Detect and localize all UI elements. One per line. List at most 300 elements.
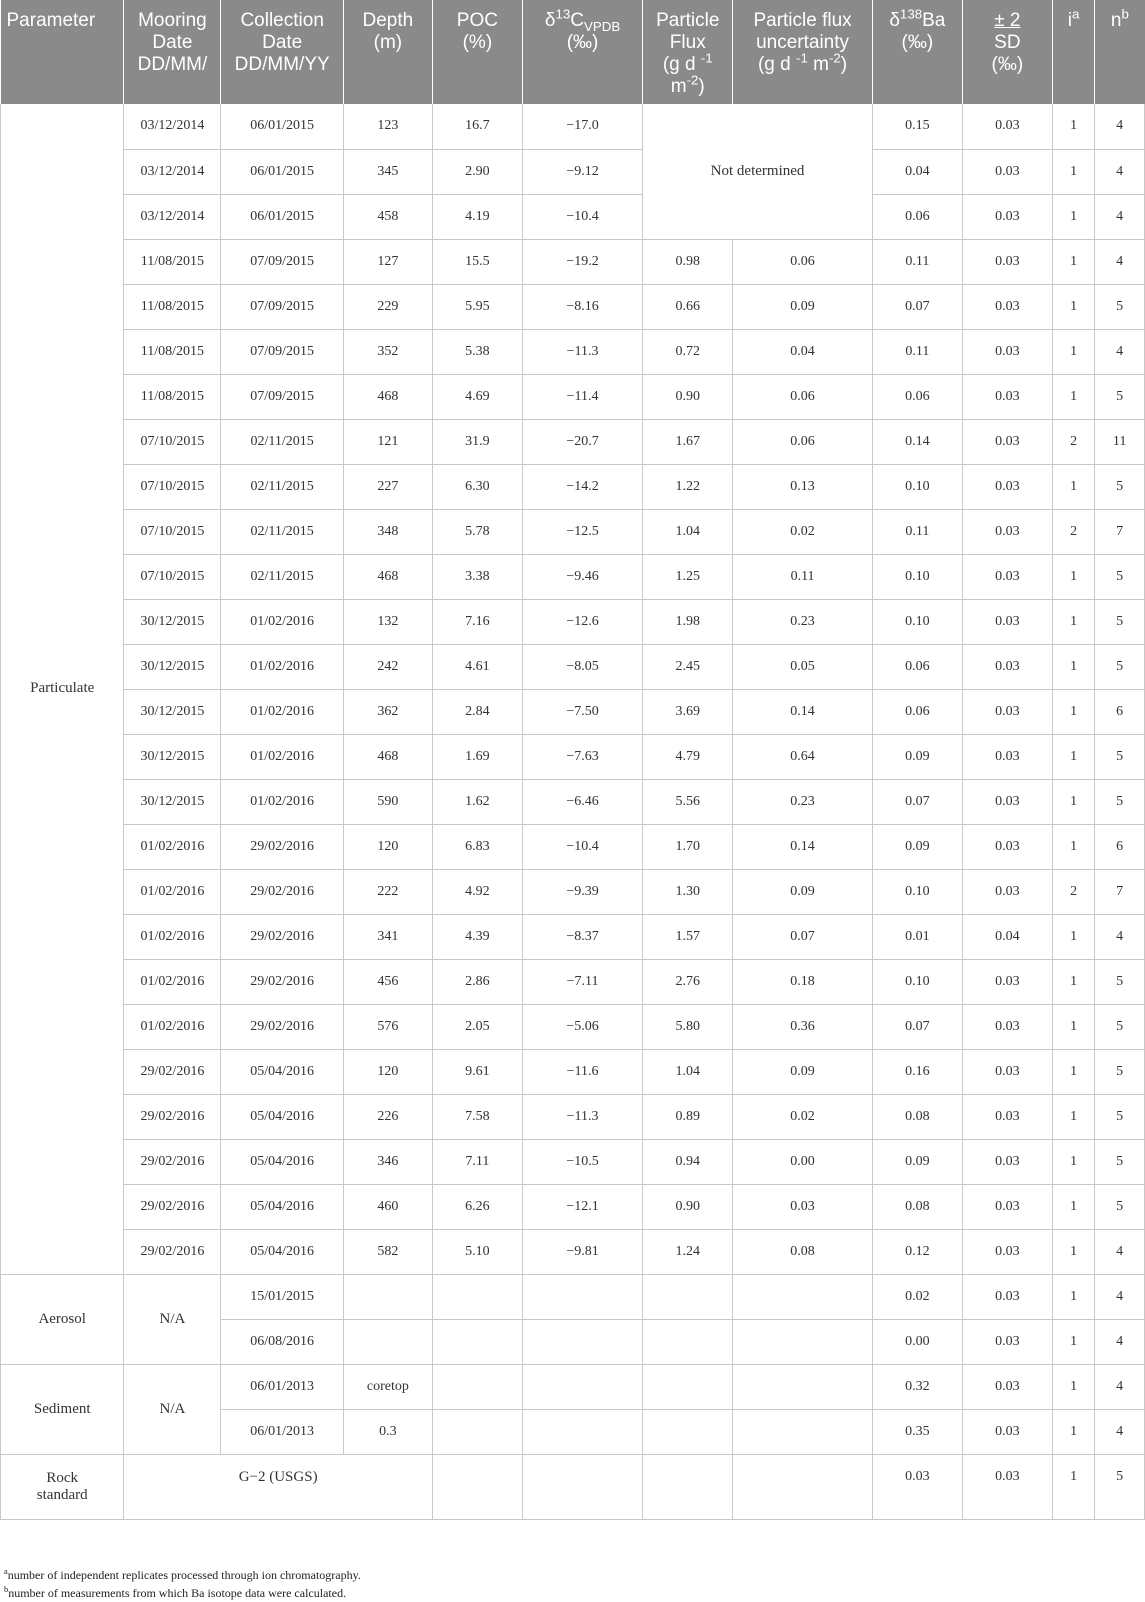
cell-depth: 582 <box>343 1229 432 1274</box>
cell-2sd: 0.03 <box>962 149 1052 194</box>
header-collection-line-1: Collection <box>240 10 324 31</box>
cell-2sd: 0.03 <box>962 419 1052 464</box>
cell-i: 1 <box>1052 914 1094 959</box>
cell-particle-flux: 0.94 <box>643 1139 733 1184</box>
cell-2sd: 0.04 <box>962 914 1052 959</box>
cell-d138ba: 0.08 <box>872 1094 962 1139</box>
cell-poc: 7.11 <box>432 1139 522 1184</box>
cell-rock-id: G−2 (USGS) <box>124 1454 432 1519</box>
cell-collection-date: 05/04/2016 <box>221 1094 343 1139</box>
cell-i: 1 <box>1052 284 1094 329</box>
header-flux-unit-sup2: -2 <box>686 72 699 88</box>
cell-mooring-date: 29/02/2016 <box>124 1184 221 1229</box>
cell-depth: 132 <box>343 599 432 644</box>
cell-i: 1 <box>1052 599 1094 644</box>
cell-2sd: 0.03 <box>962 734 1052 779</box>
cell-depth: 222 <box>343 869 432 914</box>
header-d13c-main: C <box>570 10 585 31</box>
header-uncert-line-1: Particle flux <box>753 10 852 31</box>
cell-depth: 576 <box>343 1004 432 1049</box>
cell-d13c <box>522 1364 642 1409</box>
cell-flux-uncertainty: 0.02 <box>733 509 873 554</box>
header-flux-unit-sup1: -1 <box>700 50 713 66</box>
cell-mooring-date: 01/02/2016 <box>124 1004 221 1049</box>
cell-2sd: 0.03 <box>962 959 1052 1004</box>
cell-d13c: −11.6 <box>522 1049 642 1094</box>
header-flux-unit-b: m <box>670 76 687 97</box>
cell-flux-uncertainty: 0.23 <box>733 599 873 644</box>
cell-collection-date: 07/09/2015 <box>221 329 343 374</box>
cell-2sd: 0.03 <box>962 1184 1052 1229</box>
table-row <box>1 644 1145 689</box>
cell-i: 1 <box>1052 644 1094 689</box>
table-row <box>1 1139 1145 1184</box>
cell-d138ba: 0.04 <box>872 149 962 194</box>
cell-poc: 4.19 <box>432 194 522 239</box>
cell-d138ba: 0.10 <box>872 599 962 644</box>
table-row <box>1 1094 1145 1139</box>
header-uncert-unit-c: ) <box>840 54 848 75</box>
cell-d138ba: 0.10 <box>872 554 962 599</box>
header-flux-line-1: Particle <box>656 10 720 31</box>
cell-mooring-date: 07/10/2015 <box>124 509 221 554</box>
cell-2sd: 0.03 <box>962 464 1052 509</box>
header-uncert-unit-sup1: -1 <box>796 50 808 66</box>
cell-d13c: −20.7 <box>522 419 642 464</box>
cell-depth: 120 <box>343 824 432 869</box>
table-row <box>1 824 1145 869</box>
cell-collection-date: 29/02/2016 <box>221 959 343 1004</box>
cell-d13c: −9.46 <box>522 554 642 599</box>
cell-n: 4 <box>1095 194 1145 239</box>
cell-d138ba: 0.15 <box>872 104 962 149</box>
cell-d138ba: 0.11 <box>872 239 962 284</box>
cell-poc: 9.61 <box>432 1049 522 1094</box>
cell-particle-flux: 0.90 <box>643 374 733 419</box>
cell-mooring-date: 03/12/2014 <box>124 104 221 149</box>
cell-d138ba: 0.09 <box>872 734 962 779</box>
cell-d13c: −7.50 <box>522 689 642 734</box>
cell-2sd: 0.03 <box>962 1319 1052 1364</box>
cell-particle-flux <box>643 1319 733 1364</box>
cell-collection-date: 01/02/2016 <box>221 734 343 779</box>
cell-d138ba: 0.07 <box>872 779 962 824</box>
cell-i: 1 <box>1052 554 1094 599</box>
table-row <box>1 554 1145 599</box>
cell-mooring-date: 01/02/2016 <box>124 914 221 959</box>
cell-particle-flux: 4.79 <box>643 734 733 779</box>
footnote-b <box>4 1584 361 1602</box>
cell-depth: 460 <box>343 1184 432 1229</box>
cell-n: 5 <box>1095 779 1145 824</box>
cell-d13c <box>522 1274 642 1319</box>
cell-mooring-date: 29/02/2016 <box>124 1094 221 1139</box>
table-row <box>1 959 1145 1004</box>
header-i-main: i <box>1067 10 1073 31</box>
table-row <box>1 914 1145 959</box>
header-uncert-unit-b: m <box>807 54 829 75</box>
cell-collection-date: 05/04/2016 <box>221 1139 343 1184</box>
table-row <box>1 1274 1145 1319</box>
header-sd-line-3: (‰) <box>991 54 1024 75</box>
cell-d13c: −6.46 <box>522 779 642 824</box>
cell-d138ba: 0.01 <box>872 914 962 959</box>
header-n-sup: b <box>1121 6 1129 22</box>
cell-d13c: −7.63 <box>522 734 642 779</box>
cell-flux-uncertainty: 0.11 <box>733 554 873 599</box>
cell-d138ba: 0.12 <box>872 1229 962 1274</box>
cell-2sd: 0.03 <box>962 1049 1052 1094</box>
cell-d13c: −10.4 <box>522 194 642 239</box>
cell-i: 1 <box>1052 194 1094 239</box>
header-d138ba <box>872 0 962 104</box>
footnotes <box>4 1566 361 1602</box>
cell-particle-flux <box>643 1409 733 1454</box>
table-row <box>1 149 1145 194</box>
cell-depth: 121 <box>343 419 432 464</box>
header-flux-unit-line-2 <box>645 72 730 98</box>
cell-2sd: 0.03 <box>962 554 1052 599</box>
cell-d138ba: 0.09 <box>872 824 962 869</box>
cell-n: 5 <box>1095 959 1145 1004</box>
cell-n: 5 <box>1095 1454 1145 1519</box>
cell-particle-flux: 0.98 <box>643 239 733 284</box>
cell-mooring-date: 11/08/2015 <box>124 239 221 284</box>
group-label-particulate: Particulate <box>1 104 124 1274</box>
cell-particle-flux: 1.70 <box>643 824 733 869</box>
cell-mooring-date: 30/12/2015 <box>124 734 221 779</box>
table-row <box>1 239 1145 284</box>
cell-particle-flux: 3.69 <box>643 689 733 734</box>
cell-d138ba: 0.00 <box>872 1319 962 1364</box>
cell-mooring-date: 01/02/2016 <box>124 869 221 914</box>
header-collection-date <box>221 0 343 104</box>
header-i-sup: a <box>1072 6 1080 22</box>
cell-collection-date: 05/04/2016 <box>221 1049 343 1094</box>
cell-d13c: −14.2 <box>522 464 642 509</box>
cell-n: 5 <box>1095 734 1145 779</box>
cell-flux-uncertainty: 0.13 <box>733 464 873 509</box>
cell-n: 4 <box>1095 1229 1145 1274</box>
cell-particle-flux: 5.56 <box>643 779 733 824</box>
cell-n: 5 <box>1095 374 1145 419</box>
table-row <box>1 104 1145 149</box>
cell-2sd: 0.03 <box>962 284 1052 329</box>
cell-poc: 4.92 <box>432 869 522 914</box>
header-mooring-line-3: DD/MM/ <box>137 54 208 75</box>
cell-n: 7 <box>1095 509 1145 554</box>
header-d138ba-main: Ba <box>922 10 946 31</box>
cell-i: 1 <box>1052 239 1094 284</box>
cell-n: 6 <box>1095 824 1145 869</box>
cell-flux-uncertainty: 0.09 <box>733 869 873 914</box>
table-row <box>1 374 1145 419</box>
cell-2sd: 0.03 <box>962 869 1052 914</box>
cell-2sd: 0.03 <box>962 509 1052 554</box>
cell-n: 4 <box>1095 149 1145 194</box>
cell-mooring-date: 07/10/2015 <box>124 419 221 464</box>
footnote-b-mark: b <box>4 1585 9 1594</box>
cell-d138ba: 0.10 <box>872 464 962 509</box>
cell-depth: 345 <box>343 149 432 194</box>
cell-depth: 229 <box>343 284 432 329</box>
header-flux-uncertainty <box>733 0 873 104</box>
header-d138ba-line-1 <box>875 6 960 32</box>
cell-2sd: 0.03 <box>962 1454 1052 1519</box>
cell-flux-uncertainty: 0.03 <box>733 1184 873 1229</box>
cell-2sd: 0.03 <box>962 644 1052 689</box>
cell-particle-flux: 0.90 <box>643 1184 733 1229</box>
cell-collection-date: 29/02/2016 <box>221 869 343 914</box>
cell-mooring-date: 29/02/2016 <box>124 1139 221 1184</box>
cell-mooring-date: 30/12/2015 <box>124 779 221 824</box>
cell-particle-flux: 1.57 <box>643 914 733 959</box>
cell-flux-uncertainty <box>733 1274 873 1319</box>
cell-mooring-na: N/A <box>124 1364 221 1454</box>
cell-n: 4 <box>1095 914 1145 959</box>
cell-depth: 226 <box>343 1094 432 1139</box>
cell-d138ba: 0.16 <box>872 1049 962 1094</box>
header-i-line <box>1055 6 1092 32</box>
header-n-line <box>1097 6 1142 32</box>
cell-2sd: 0.03 <box>962 329 1052 374</box>
cell-2sd: 0.03 <box>962 239 1052 284</box>
cell-d13c: −12.6 <box>522 599 642 644</box>
cell-particle-flux: 2.45 <box>643 644 733 689</box>
cell-d13c: −10.5 <box>522 1139 642 1184</box>
cell-i: 1 <box>1052 374 1094 419</box>
cell-particle-flux <box>643 1364 733 1409</box>
cell-d13c: −10.4 <box>522 824 642 869</box>
cell-depth: 362 <box>343 689 432 734</box>
cell-i: 2 <box>1052 419 1094 464</box>
cell-depth: 348 <box>343 509 432 554</box>
cell-d13c: −19.2 <box>522 239 642 284</box>
cell-depth: 456 <box>343 959 432 1004</box>
cell-i: 1 <box>1052 1274 1094 1319</box>
cell-collection-date: 01/02/2016 <box>221 689 343 734</box>
cell-i: 2 <box>1052 509 1094 554</box>
table-row <box>1 464 1145 509</box>
cell-mooring-date: 01/02/2016 <box>124 959 221 1004</box>
rock-label-line-1: Rock <box>46 1469 79 1486</box>
cell-n: 5 <box>1095 284 1145 329</box>
cell-d138ba: 0.07 <box>872 1004 962 1049</box>
cell-collection-date: 07/09/2015 <box>221 239 343 284</box>
cell-d138ba: 0.14 <box>872 419 962 464</box>
table-row <box>1 1454 1145 1519</box>
cell-d13c: −11.4 <box>522 374 642 419</box>
cell-d138ba: 0.35 <box>872 1409 962 1454</box>
cell-flux-uncertainty <box>733 1454 873 1519</box>
cell-not-determined: Not determined <box>643 104 873 239</box>
cell-mooring-date: 07/10/2015 <box>124 554 221 599</box>
header-sd-line-2: SD <box>994 32 1021 53</box>
cell-poc <box>432 1364 522 1409</box>
table-row <box>1 194 1145 239</box>
group-label-sediment: Sediment <box>1 1364 124 1454</box>
header-poc-line-1: POC <box>456 10 498 31</box>
cell-2sd: 0.03 <box>962 374 1052 419</box>
cell-poc: 5.38 <box>432 329 522 374</box>
cell-mooring-date: 07/10/2015 <box>124 464 221 509</box>
header-mooring-line-1: Mooring <box>138 10 207 31</box>
cell-particle-flux: 0.72 <box>643 329 733 374</box>
cell-n: 5 <box>1095 1184 1145 1229</box>
header-flux-unit-c: ) <box>698 76 705 97</box>
cell-poc: 1.69 <box>432 734 522 779</box>
cell-depth: 341 <box>343 914 432 959</box>
cell-i: 1 <box>1052 149 1094 194</box>
cell-particle-flux: 1.24 <box>643 1229 733 1274</box>
cell-particle-flux: 1.04 <box>643 509 733 554</box>
cell-collection-date: 07/09/2015 <box>221 374 343 419</box>
header-poc-line-2: (%) <box>462 32 493 53</box>
cell-mooring-date: 29/02/2016 <box>124 1229 221 1274</box>
cell-poc: 3.38 <box>432 554 522 599</box>
cell-i: 1 <box>1052 734 1094 779</box>
cell-d138ba: 0.02 <box>872 1274 962 1319</box>
cell-poc: 5.78 <box>432 509 522 554</box>
cell-poc: 31.9 <box>432 419 522 464</box>
cell-depth: 127 <box>343 239 432 284</box>
cell-2sd: 0.03 <box>962 689 1052 734</box>
header-uncert-unit-sup2: -2 <box>828 50 841 66</box>
header-collection-line-3: DD/MM/YY <box>234 54 330 75</box>
cell-n: 4 <box>1095 1319 1145 1364</box>
cell-n: 11 <box>1095 419 1145 464</box>
cell-d13c: −17.0 <box>522 104 642 149</box>
cell-mooring-date: 11/08/2015 <box>124 329 221 374</box>
cell-particle-flux <box>643 1274 733 1319</box>
header-poc <box>432 0 522 104</box>
cell-i: 1 <box>1052 824 1094 869</box>
cell-particle-flux: 0.89 <box>643 1094 733 1139</box>
cell-n: 7 <box>1095 869 1145 914</box>
cell-2sd: 0.03 <box>962 194 1052 239</box>
cell-poc: 6.26 <box>432 1184 522 1229</box>
cell-flux-uncertainty: 0.09 <box>733 284 873 329</box>
cell-depth: 352 <box>343 329 432 374</box>
cell-collection-date: 06/01/2013 <box>221 1409 343 1454</box>
cell-flux-uncertainty: 0.09 <box>733 1049 873 1094</box>
cell-i: 1 <box>1052 1319 1094 1364</box>
header-collection-line-2: Date <box>262 32 303 53</box>
cell-flux-uncertainty: 0.36 <box>733 1004 873 1049</box>
footnote-a-text: number of independent replicates processed through ion chromatography. <box>7 1568 361 1582</box>
cell-mooring-date: 29/02/2016 <box>124 1049 221 1094</box>
header-depth-line-1: Depth <box>362 10 414 31</box>
cell-i: 1 <box>1052 1139 1094 1184</box>
cell-flux-uncertainty <box>733 1364 873 1409</box>
cell-collection-date: 05/04/2016 <box>221 1184 343 1229</box>
table-row <box>1 1229 1145 1274</box>
header-depth-line-2: (m) <box>373 32 403 53</box>
cell-particle-flux: 2.76 <box>643 959 733 1004</box>
group-label-rock-standard <box>1 1454 124 1519</box>
header-d13c-sup: 13 <box>555 6 571 22</box>
cell-n: 5 <box>1095 464 1145 509</box>
cell-depth: 242 <box>343 644 432 689</box>
cell-particle-flux: 1.22 <box>643 464 733 509</box>
cell-d138ba: 0.10 <box>872 869 962 914</box>
cell-collection-date: 01/02/2016 <box>221 779 343 824</box>
header-depth <box>343 0 432 104</box>
cell-d13c <box>522 1319 642 1364</box>
cell-poc: 1.62 <box>432 779 522 824</box>
cell-collection-date: 29/02/2016 <box>221 824 343 869</box>
cell-i: 1 <box>1052 1229 1094 1274</box>
cell-poc: 4.61 <box>432 644 522 689</box>
cell-collection-date: 02/11/2015 <box>221 509 343 554</box>
cell-2sd: 0.03 <box>962 1274 1052 1319</box>
table-row <box>1 1364 1145 1409</box>
cell-depth: 468 <box>343 554 432 599</box>
cell-i: 2 <box>1052 869 1094 914</box>
cell-flux-uncertainty: 0.07 <box>733 914 873 959</box>
cell-mooring-date: 30/12/2015 <box>124 689 221 734</box>
cell-collection-date: 05/04/2016 <box>221 1229 343 1274</box>
cell-d13c: −5.06 <box>522 1004 642 1049</box>
cell-d138ba: 0.07 <box>872 284 962 329</box>
cell-2sd: 0.03 <box>962 779 1052 824</box>
table-row <box>1 734 1145 779</box>
cell-particle-flux: 5.80 <box>643 1004 733 1049</box>
cell-i: 1 <box>1052 1049 1094 1094</box>
cell-mooring-date: 03/12/2014 <box>124 194 221 239</box>
header-n-main: n <box>1110 10 1122 31</box>
cell-poc: 7.16 <box>432 599 522 644</box>
cell-n: 4 <box>1095 1364 1145 1409</box>
header-2sd <box>962 0 1052 104</box>
cell-2sd: 0.03 <box>962 1094 1052 1139</box>
cell-depth: 468 <box>343 374 432 419</box>
cell-2sd: 0.03 <box>962 1229 1052 1274</box>
rock-label-line-2: standard <box>36 1486 88 1503</box>
cell-depth: 0.3 <box>343 1409 432 1454</box>
cell-d13c: −8.16 <box>522 284 642 329</box>
cell-d13c: −8.05 <box>522 644 642 689</box>
cell-depth: 123 <box>343 104 432 149</box>
cell-mooring-date: 01/02/2016 <box>124 824 221 869</box>
cell-n: 4 <box>1095 239 1145 284</box>
cell-d138ba: 0.11 <box>872 509 962 554</box>
cell-poc: 2.90 <box>432 149 522 194</box>
cell-poc: 7.58 <box>432 1094 522 1139</box>
cell-depth: 120 <box>343 1049 432 1094</box>
cell-d13c: −12.1 <box>522 1184 642 1229</box>
cell-flux-uncertainty: 0.18 <box>733 959 873 1004</box>
cell-2sd: 0.03 <box>962 1409 1052 1454</box>
table-row <box>1 1004 1145 1049</box>
header-uncert-unit-a: (g d <box>757 54 791 75</box>
cell-particle-flux: 1.04 <box>643 1049 733 1094</box>
header-flux-unit-a: (g d <box>662 54 696 75</box>
cell-poc <box>432 1274 522 1319</box>
cell-d138ba: 0.09 <box>872 1139 962 1184</box>
cell-poc: 5.95 <box>432 284 522 329</box>
cell-d13c: −12.5 <box>522 509 642 554</box>
cell-poc: 2.86 <box>432 959 522 1004</box>
cell-collection-date: 06/08/2016 <box>221 1319 343 1364</box>
cell-n: 5 <box>1095 1094 1145 1139</box>
cell-collection-date: 01/02/2016 <box>221 599 343 644</box>
cell-d138ba: 0.03 <box>872 1454 962 1519</box>
footnote-a <box>4 1566 361 1584</box>
cell-mooring-date: 11/08/2015 <box>124 284 221 329</box>
table-row <box>1 689 1145 734</box>
cell-mooring-date: 11/08/2015 <box>124 374 221 419</box>
